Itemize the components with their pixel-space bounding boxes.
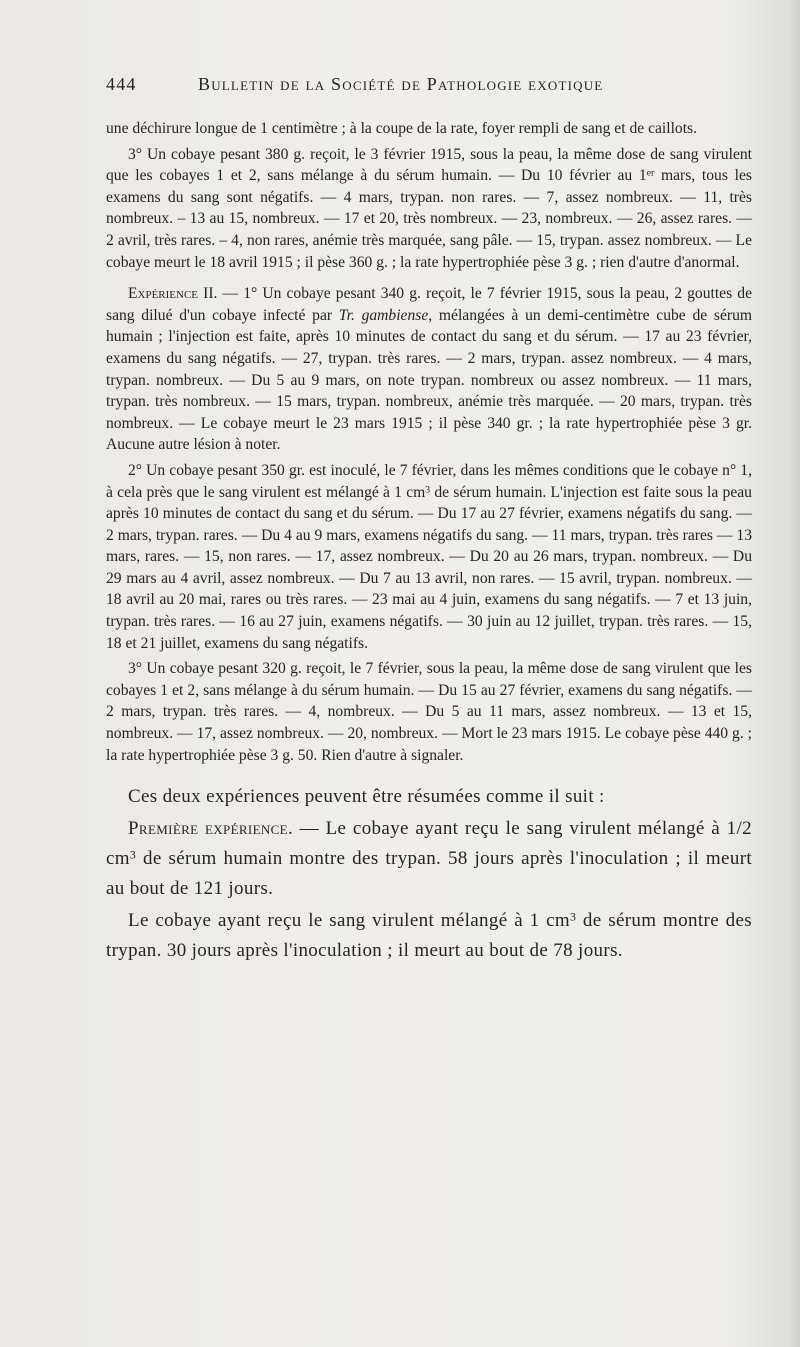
superscript-cube: 3 [425, 484, 431, 496]
first-experience-label: Première expérience. [128, 818, 294, 840]
summary-first-experience [106, 814, 752, 904]
second-case-text-start: Le cobaye ayant reçu le sang virulent mélangé à 1 cm [128, 910, 571, 932]
experience-2-text-start: — 1° Un cobaye pesant 340 g. reçoit, le 7 février 1915, sous la peau, 2 gouttes de sang dilué d'un cobaye infecté par [106, 285, 752, 324]
summary-intro: Ces deux expériences peuvent être résumées comme il suit : [128, 786, 605, 808]
superscript-er: er [646, 167, 655, 179]
superscript-cube: 3 [570, 910, 577, 924]
page-number: 444 [106, 74, 137, 94]
paragraph-cobaye-3-control: 3° Un cobaye pesant 320 g. reçoit, le 7 février, sous la peau, la même dose de sang virulent que les cobayes 1 et 2, sans mélange à du sérum humain. — Du 15 au 27 février, examens du sang négatifs. — 2 mars, trypan. très rares. — 4, nombreux. — Du 5 au 11 mars, assez nombreux. — 13 et 15, nombreux. — 17, assez nombreux. — 20, nombreux. — Mort le 23 mars 1915. Le cobaye pèse 440 g. ; la rate hypertrophiée pèse 3 g. 50. Rien d'autre à signaler. [106, 660, 752, 764]
page-edge-shadow [788, 0, 800, 1347]
second-case-text-end: de sérum montre des trypan. 30 jours après l'inoculation ; il meurt au bout de 78 jours. [106, 910, 753, 962]
first-experience-text-end: de sérum humain montre des trypan. 58 jours après l'inoculation ; il meurt au bout de 121 jours. [106, 848, 752, 900]
paragraph-cobaye-2 [106, 460, 752, 654]
running-header [106, 74, 756, 95]
experience-2-text-end: , mélangées à un demi-centimètre cube de sérum humain ; l'injection est faite, après 10 minutes de contact du sang et du sérum. — 17 au 23 février, examens du sang négatifs. — 27, trypan. très rares. — 2 mars, trypan. assez nombreux. — 4 mars, trypan. nombreux. — Du 5 au 9 mars, on note trypan. nombreux ou assez nombreux. — 11 mars, trypan. très nombreux. — 15 mars, trypan. nombreux, anémie très marquée. — 20 mars, trypan. très nombreux. — Le cobaye meurt le 23 mars 1915 ; il pèse 340 gr. ; la rate hypertrophiée pèse 3 gr. Aucune autre lésion à noter. [106, 306, 752, 454]
paragraph-cobaye-2-start: 2° Un cobaye pesant 350 gr. est inoculé, le 7 février, dans les mêmes conditions que le cobaye n° 1, à cela près que le sang virulent est mélangé à 1 cm [106, 461, 752, 501]
experience-2-label: Expérience II. [128, 285, 218, 303]
first-experience-text-start: — Le cobaye ayant reçu le sang virulent mélangé à 1/2 cm [106, 818, 753, 870]
summary-second-case [106, 906, 752, 966]
journal-title: Bulletin de la Société de Pathologie exotique [198, 74, 604, 94]
large-print-section [106, 782, 752, 966]
paragraph-continuation: une déchirure longue de 1 centimètre ; à la coupe de la rate, foyer rempli de sang et de caillots. [106, 120, 698, 137]
paragraph-cobaye-3 [106, 144, 752, 274]
paragraph-experience-2 [106, 283, 752, 456]
paragraph-cobaye-3-text: 3° Un cobaye pesant 380 g. reçoit, le 3 février 1915, sous la peau, la même dose de sang virulent que les cobayes 1 et 2, sans mélange à du sérum humain. — Du 10 février au 1er mars, tous les examens du sang sont négatifs. — 4 mars, trypan. non rares. — 7, assez nombreux. — 11, très nombreux. – 13 au 15, nombreux. — 17 et 20, très nombreux. — 23, nombreux. — 26, assez rares. — 2 avril, très rares. – 4, non rares, anémie très marquée, sang pâle. — 15, trypan. assez nombreux. — Le cobaye meurt le 18 avril 1915 ; il pèse 360 g. ; la rate hypertrophiée pèse 3 g. ; rien d'autre d'anormal. [106, 145, 752, 271]
species-name: Tr. gambiense [338, 306, 429, 324]
superscript-cube: 3 [129, 848, 137, 862]
small-print-section [106, 118, 752, 766]
page-body [106, 118, 752, 966]
paragraph-cobaye-2-end: de sérum humain. L'injection est faite sous la peau après 10 minutes de contact du sang et du sérum. — Du 17 au 27 février, examens négatifs du sang. — 2 mars, trypan. rares. — Du 4 au 9 mars, examens négatifs du sang. — 11 mars, trypan. très rares — 13 mars, rares. — 15, non rares. — 17, assez nombreux. — Du 20 au 26 mars, trypan. nombreux. — Du 29 mars au 4 avril, assez nombreux. — Du 7 au 13 avril, non rares. — 15 avril, trypan. nombreux. — 18 avril au 20 mai, rares ou très rares. — 23 mai au 4 juin, examens du sang négatifs. — 7 et 13 juin, trypan. très rares. — 16 au 27 juin, examens négatifs. — 30 juin au 12 juillet, trypan. très rares. — 15, 18 et 21 juillet, examens du sang négatifs. [106, 483, 752, 652]
